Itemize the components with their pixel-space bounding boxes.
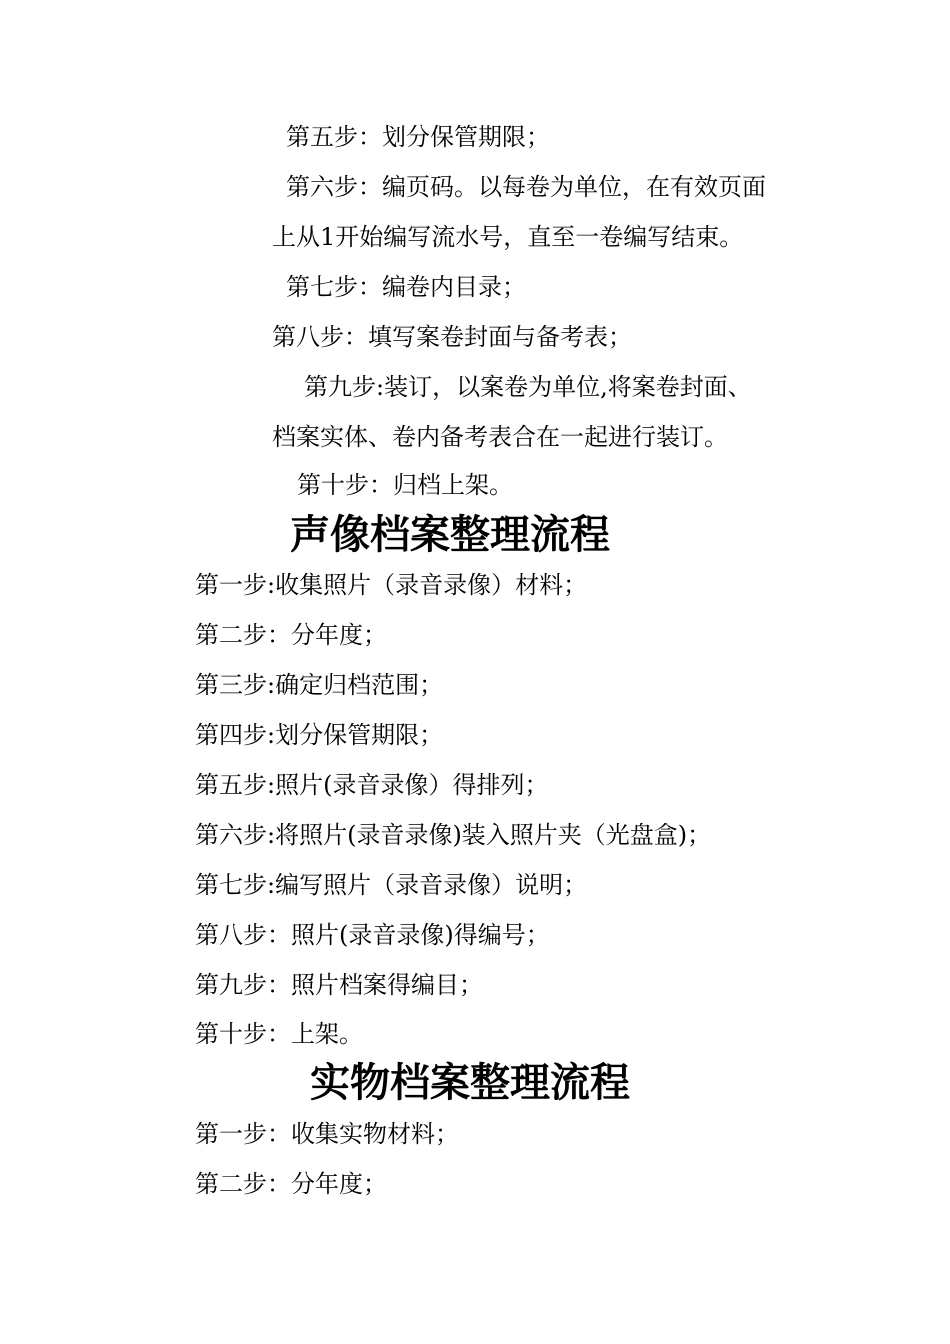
- step-nine-continuation-line: 档案实体、卷内备考表合在一起进行装订。: [272, 423, 728, 451]
- step-ten-line: 第十步：归档上架。: [297, 471, 513, 499]
- audiovisual-section-title: 声像档案整理流程: [290, 512, 610, 558]
- step-nine-line: 第九步:装订，以案卷为单位,将案卷封面、: [304, 373, 752, 401]
- step-six-line: 第六步：编页码。以每卷为单位，在有效页面: [286, 173, 766, 201]
- physical-section-title: 实物档案整理流程: [310, 1060, 630, 1106]
- audiovisual-step-6: 第六步:将照片(录音录像)装入照片夹（光盘盒)；: [195, 821, 712, 849]
- audiovisual-step-10: 第十步：上架。: [195, 1020, 363, 1048]
- audiovisual-step-7: 第七步:编写照片（录音录像）说明；: [195, 871, 588, 899]
- audiovisual-step-3: 第三步:确定归档范围；: [195, 671, 444, 699]
- step-five-line: 第五步：划分保管期限；: [286, 123, 550, 151]
- physical-step-1: 第一步：收集实物材料；: [195, 1120, 459, 1148]
- step-eight-line: 第八步：填写案卷封面与备考表；: [272, 323, 632, 351]
- step-seven-line: 第七步：编卷内目录；: [286, 273, 526, 301]
- audiovisual-step-1: 第一步:收集照片（录音录像）材料；: [195, 571, 588, 599]
- audiovisual-step-2: 第二步：分年度；: [195, 621, 387, 649]
- step-six-continuation-line: 上从1开始编写流水号，直至一卷编写结束。: [272, 223, 744, 251]
- audiovisual-step-9: 第九步：照片档案得编目；: [195, 971, 483, 999]
- audiovisual-step-4: 第四步:划分保管期限；: [195, 721, 444, 749]
- physical-step-2: 第二步：分年度；: [195, 1170, 387, 1198]
- audiovisual-step-5: 第五步:照片(录音录像）得排列；: [195, 771, 549, 799]
- audiovisual-step-8: 第八步：照片(录音录像)得编号；: [195, 921, 550, 949]
